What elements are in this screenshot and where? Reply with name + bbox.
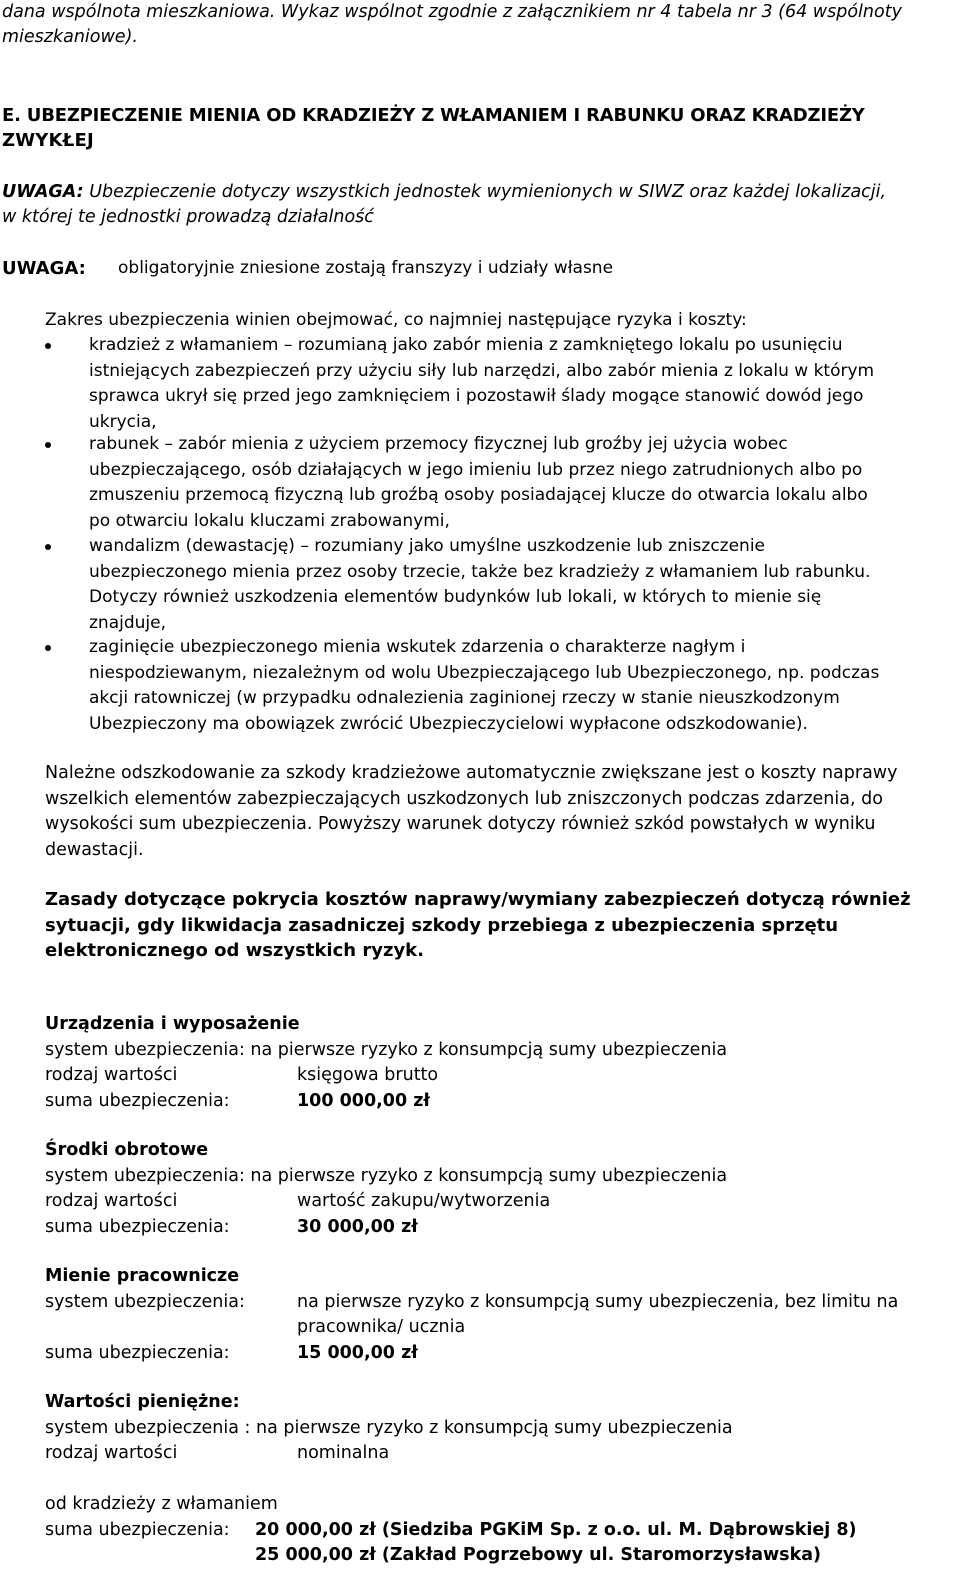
intro-paragraph bbox=[2, 0, 952, 50]
list-item-line: niespodziewanym, niezależnym od wolu Ubezpieczającego lub Ubezpieczonego, np. podczas bbox=[89, 662, 880, 683]
value-type: księgowa brutto bbox=[297, 1065, 439, 1085]
uwaga-label-1: UWAGA: bbox=[2, 182, 84, 202]
sum-value-siedziba: 20 000,00 zł (Siedziba PGKiM Sp. z o.o. ul. M. Dąbrowskiej 8) bbox=[255, 1519, 857, 1540]
sum-label: suma ubezpieczenia: bbox=[45, 1519, 230, 1540]
bold-note bbox=[45, 887, 945, 964]
bullet-dot bbox=[45, 544, 51, 550]
value-type-label: rodzaj wartości bbox=[45, 1065, 178, 1085]
paragraph-line: wysokości sum ubezpieczenia. Powyższy warunek dotyczy również szkód powstałych w wyniku bbox=[45, 814, 876, 834]
insurance-system: system ubezpieczenia : na pierwsze ryzyko z konsumpcją sumy ubezpieczenia bbox=[45, 1417, 733, 1438]
uwaga-label-2: UWAGA: bbox=[2, 258, 86, 279]
uwaga-text-1b: w której te jednostki prowadzą działalność bbox=[2, 207, 374, 227]
value-type-label: rodzaj wartości bbox=[45, 1191, 178, 1211]
bullet-dot bbox=[45, 442, 51, 448]
list-item-line: istniejących zabezpieczeń przy użyciu siły lub narzędzi, albo zabór mienia z lokalu w którym bbox=[89, 360, 875, 381]
section-title: Wartości pieniężne: bbox=[45, 1392, 240, 1412]
uwaga-text-2: obligatoryjnie zniesione zostają franszyzy i udziały własne bbox=[118, 258, 614, 278]
section-heading bbox=[2, 103, 957, 153]
compensation-paragraph bbox=[45, 761, 945, 863]
uwaga-text-1: Ubezpieczenie dotyczy wszystkich jednostek wymienionych w SIWZ oraz każdej lokalizacji, bbox=[83, 182, 887, 202]
list-item-line: Ubezpieczony ma obowiązek zwrócić Ubezpieczycielowi wypłacone odszkodowanie). bbox=[89, 713, 808, 734]
section-cash bbox=[45, 1390, 945, 1580]
list-item-line: znajduje, bbox=[89, 612, 166, 633]
bullet-dot bbox=[45, 645, 51, 651]
value-type: wartość zakupu/wytworzenia bbox=[297, 1191, 551, 1211]
paragraph-line: Zasady dotyczące pokrycia kosztów naprawy/wymiany zabezpieczeń dotyczą również bbox=[45, 889, 911, 910]
section-heading-line-1: E. UBEZPIECZENIE MIENIA OD KRADZIEŻY Z WŁAMANIEM I RABUNKU ORAZ KRADZIEŻY bbox=[2, 105, 865, 126]
uwaga-note-1 bbox=[2, 180, 957, 230]
value-type: nominalna bbox=[297, 1443, 390, 1463]
sum-label: suma ubezpieczenia: bbox=[45, 1342, 230, 1363]
burglary-label: od kradzieży z włamaniem bbox=[45, 1494, 278, 1514]
insurance-system: system ubezpieczenia: na pierwsze ryzyko z konsumpcją sumy ubezpieczenia bbox=[45, 1165, 728, 1186]
sum-value-zaklad: 25 000,00 zł (Zakład Pogrzebowy ul. Staromorzysławska) bbox=[255, 1545, 822, 1565]
sum-label: suma ubezpieczenia: bbox=[45, 1090, 230, 1111]
sum-label: suma ubezpieczenia: bbox=[45, 1216, 230, 1237]
section-current-assets bbox=[45, 1138, 945, 1248]
scope-intro: Zakres ubezpieczenia winien obejmować, co najmniej następujące ryzyka i koszty: bbox=[45, 310, 747, 330]
section-title: Mienie pracownicze bbox=[45, 1266, 240, 1286]
value-type-label: rodzaj wartości bbox=[45, 1443, 178, 1463]
sum-value: 100 000,00 zł bbox=[297, 1090, 430, 1111]
paragraph-line: wszelkich elementów zabezpieczających uszkodzonych lub zniszczonych podczas zdarzenia, do bbox=[45, 788, 883, 809]
list-item-line: rabunek – zabór mienia z użyciem przemocy fizycznej lub groźby jej użycia wobec bbox=[89, 434, 788, 454]
list-item-line: ubezpieczającego, osób działających w jego imieniu lub przez niego zatrudnionych albo po bbox=[89, 459, 863, 480]
intro-line-1: dana wspólnota mieszkaniowa. Wykaz wspólnot zgodnie z załącznikiem nr 4 tabela nr 3 (64 wspólnoty bbox=[2, 2, 902, 22]
list-item-line: zaginięcie ubezpieczonego mienia wskutek zdarzenia o charakterze nagłym i bbox=[89, 637, 746, 657]
list-item-line: ukrycia, bbox=[89, 411, 157, 432]
paragraph-line: Należne odszkodowanie za szkody kradzieżowe automatycznie zwiększane jest o koszty naprawy bbox=[45, 763, 898, 783]
list-item-line: sprawca ukrył się przed jego zamknięciem i pozostawił ślady mogące stanowić dowód jego bbox=[89, 386, 864, 406]
section-equipment bbox=[45, 1012, 945, 1122]
section-title: Środki obrotowe bbox=[45, 1140, 209, 1160]
list-item-line: akcji ratowniczej (w przypadku odnalezienia zaginionej rzeczy w stanie nieuszkodzonym bbox=[89, 688, 840, 708]
paragraph-line: elektronicznego od wszystkich ryzyk. bbox=[45, 940, 424, 961]
sum-value: 15 000,00 zł bbox=[297, 1342, 418, 1363]
system-label: system ubezpieczenia: bbox=[45, 1291, 245, 1312]
paragraph-line: dewastacji. bbox=[45, 839, 144, 860]
section-heading-line-2: ZWYKŁEJ bbox=[2, 130, 94, 151]
list-item-line: zmuszeniu przemocą fizyczną lub groźbą osoby posiadającej klucze do otwarcia lokalu albo bbox=[89, 485, 868, 505]
paragraph-line: sytuacji, gdy likwidacja zasadniczej szkody przebiega z ubezpieczenia sprzętu bbox=[45, 914, 839, 936]
system-value-cont: pracownika/ ucznia bbox=[297, 1317, 466, 1337]
sum-value: 30 000,00 zł bbox=[297, 1216, 418, 1237]
system-value: na pierwsze ryzyko z konsumpcją sumy ubezpieczenia, bez limitu na bbox=[297, 1291, 899, 1312]
section-employee-property bbox=[45, 1264, 945, 1374]
insurance-system: system ubezpieczenia: na pierwsze ryzyko z konsumpcją sumy ubezpieczenia bbox=[45, 1039, 728, 1060]
intro-line-2: mieszkaniowe). bbox=[2, 27, 138, 47]
list-item-line: kradzież z włamaniem – rozumianą jako zabór mienia z zamkniętego lokalu po usunięciu bbox=[89, 335, 843, 355]
list-item-line: Dotyczy również uszkodzenia elementów budynków lub lokali, w których to mienie się bbox=[89, 587, 822, 607]
uwaga-note-2 bbox=[2, 256, 957, 282]
list-item-line: wandalizm (dewastację) – rozumiany jako umyślne uszkodzenie lub zniszczenie bbox=[89, 536, 766, 556]
section-title: Urządzenia i wyposażenie bbox=[45, 1014, 300, 1034]
list-item-line: po otwarciu lokalu kluczami zrabowanymi, bbox=[89, 510, 450, 531]
list-item-line: ubezpieczonego mienia przez osoby trzecie, także bez kradzieży z włamaniem lub rabunku. bbox=[89, 561, 871, 582]
bullet-dot bbox=[45, 343, 51, 349]
